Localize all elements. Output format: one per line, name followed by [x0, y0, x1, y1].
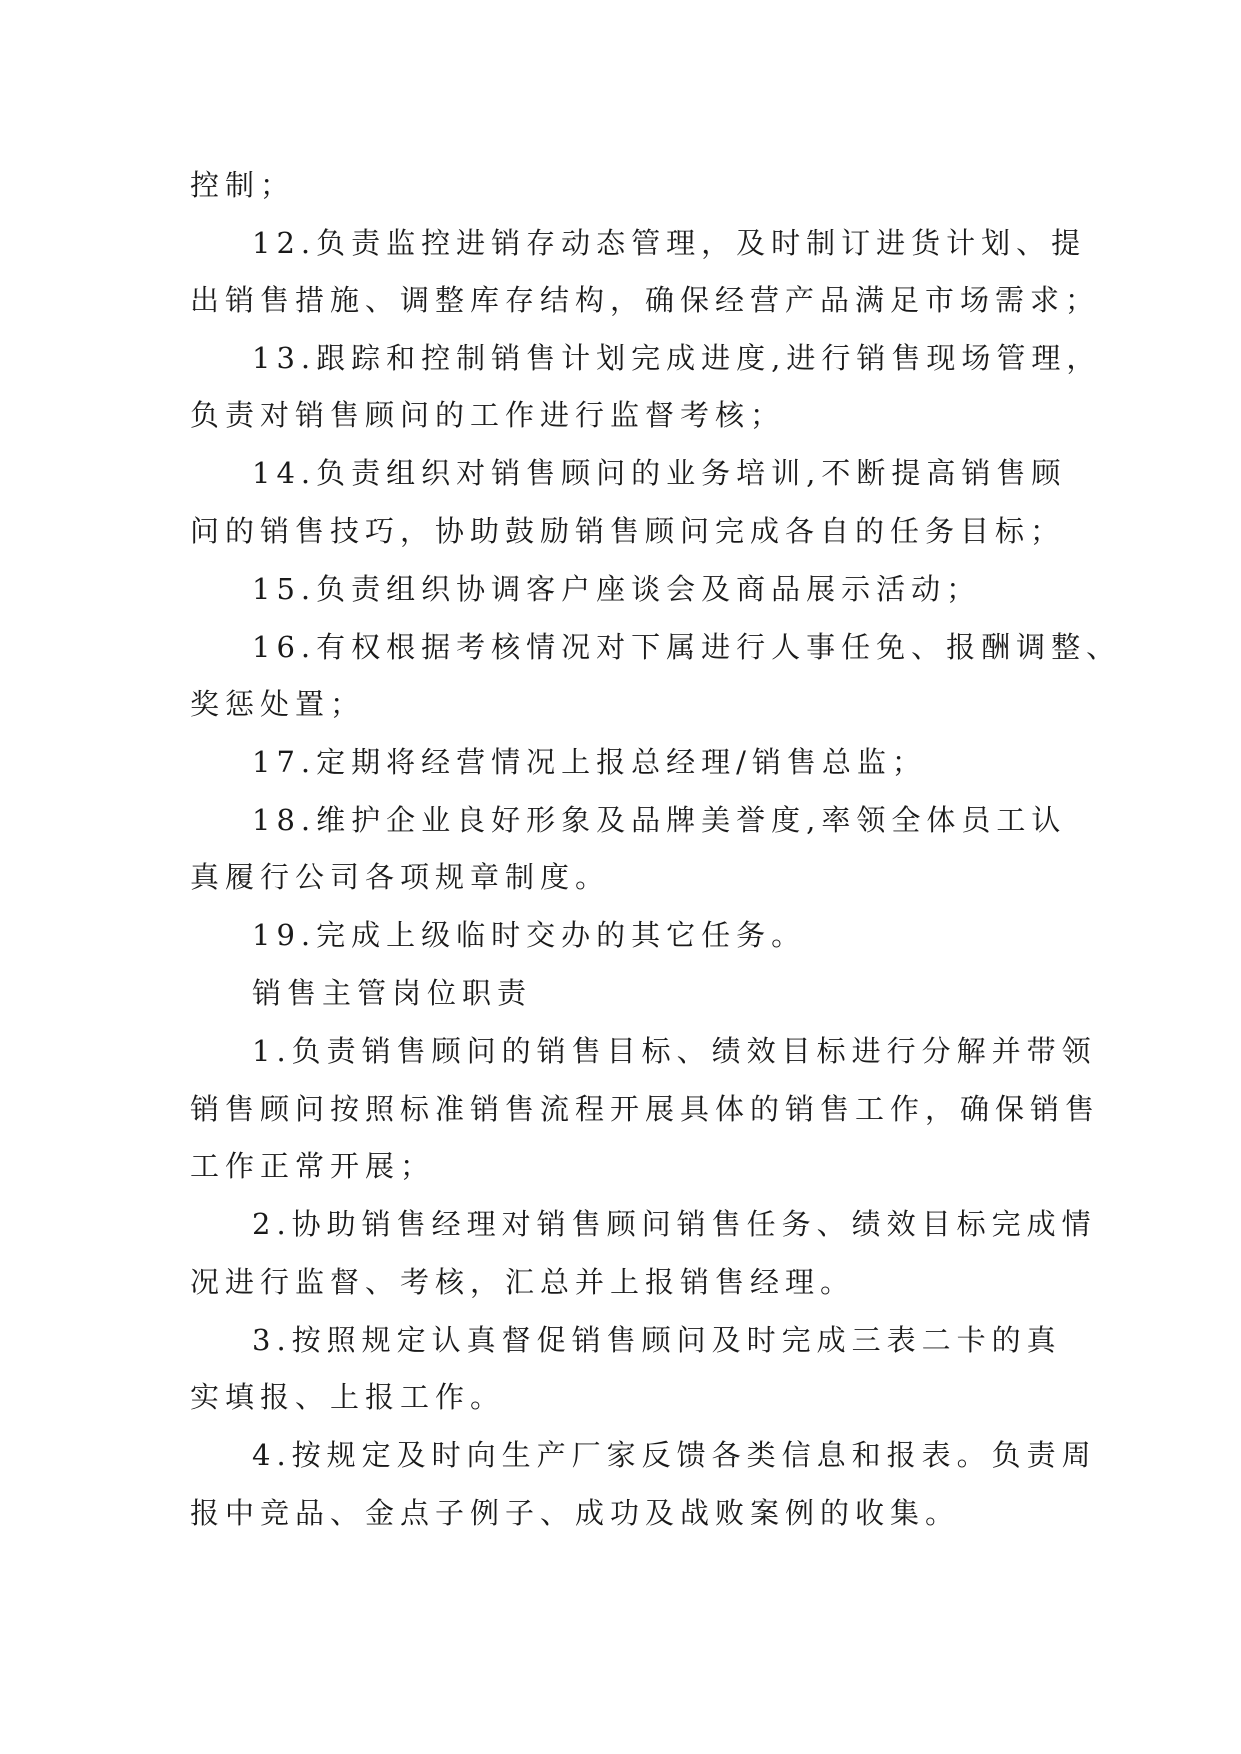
- text-line: 奖惩处置；: [190, 687, 366, 721]
- text-line: 4.按规定及时向生产厂家反馈各类信息和报表。负责周: [252, 1438, 1097, 1472]
- text-line: 15.负责组织协调客户座谈会及商品展示活动；: [252, 572, 982, 606]
- text-line: 负责对销售顾问的工作进行监督考核；: [190, 398, 786, 432]
- text-line: 14.负责组织对销售顾问的业务培训,不断提高销售顾: [252, 456, 1067, 490]
- text-line: 控制；: [190, 168, 296, 202]
- text-line: 19.完成上级临时交办的其它任务。: [252, 918, 807, 952]
- text-line: 2.协助销售经理对销售顾问销售任务、绩效目标完成情: [252, 1207, 1097, 1241]
- text-line: 1.负责销售顾问的销售目标、绩效目标进行分解并带领: [252, 1034, 1097, 1068]
- section-heading: 销售主管岗位职责: [252, 976, 533, 1010]
- text-line: 12.负责监控进销存动态管理，及时制订进货计划、提: [252, 226, 1087, 260]
- text-line: 13.跟踪和控制销售计划完成进度,进行销售现场管理，: [252, 341, 1102, 375]
- text-line: 18.维护企业良好形象及品牌美誉度,率领全体员工认: [252, 803, 1067, 837]
- text-line: 实填报、上报工作。: [190, 1380, 506, 1414]
- text-line: 17.定期将经营情况上报总经理/销售总监；: [252, 745, 927, 779]
- text-line: 销售顾问按照标准销售流程开展具体的销售工作，确保销售: [190, 1092, 1101, 1126]
- text-line: 况进行监督、考核，汇总并上报销售经理。: [190, 1265, 856, 1299]
- text-line: 真履行公司各项规章制度。: [190, 860, 611, 894]
- text-line: 出销售措施、调整库存结构，确保经营产品满足市场需求；: [190, 283, 1101, 317]
- text-line: 3.按照规定认真督促销售顾问及时完成三表二卡的真: [252, 1323, 1062, 1357]
- text-line: 问的销售技巧，协助鼓励销售顾问完成各自的任务目标；: [190, 514, 1066, 548]
- text-line: 报中竞品、金点子例子、成功及战败案例的收集。: [190, 1496, 961, 1530]
- text-line: 16.有权根据考核情况对下属进行人事任免、报酬调整、: [252, 630, 1122, 664]
- text-line: 工作正常开展；: [190, 1149, 436, 1183]
